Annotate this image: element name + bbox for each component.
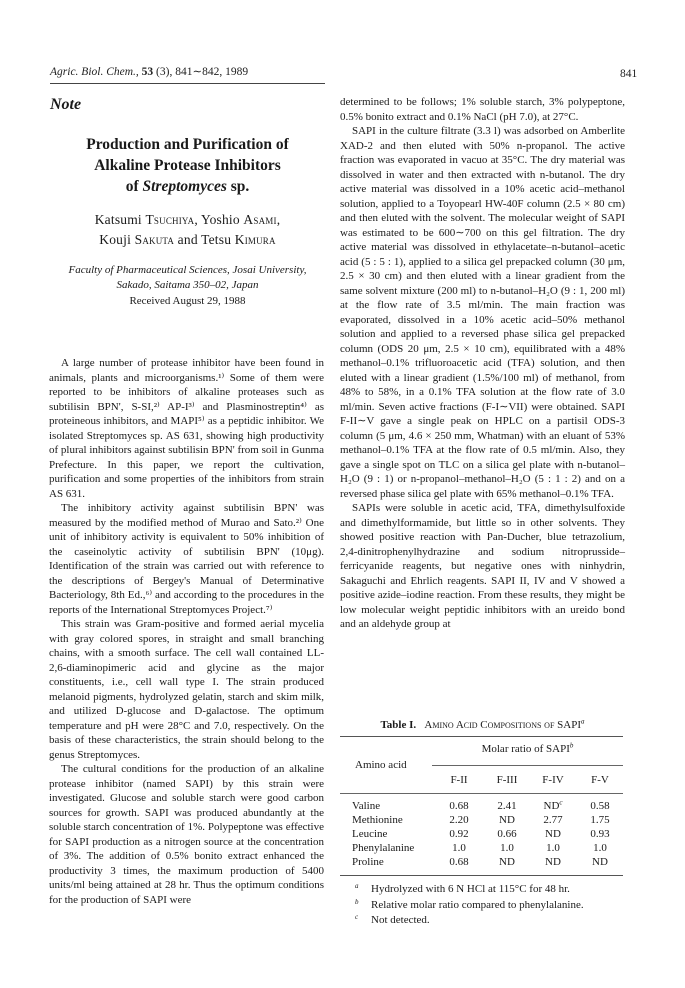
- caption-footnote-mark: a: [581, 717, 585, 726]
- table-column-header: F-II: [450, 774, 468, 786]
- amino-acid-name: Phenylalanine: [352, 842, 415, 854]
- body-paragraph: SAPIs were soluble in acetic acid, TFA, dimethylsulfoxide and dimethylformamide, but little so in other solvents. They showed positive reaction with Pan-Ducher, blue tetrazolium, 2,4-dinitrophenylhydrazine and sodium nitroprusside–ferricyanide reagents, but negative ones with ninhydrin, Sakaguchi and Ehrlich reagents. SAPI II, IV and V showed a positive azide–iodine reaction. From these results, they might be low molecular weight peptidic inhibitors with an ureido bond and an aldehyde group at: [340, 502, 625, 630]
- table-bottom-rule: [340, 875, 623, 876]
- body-paragraph: A large number of protease inhibitor have been found in animals, plants and microorganisms.¹⁾ Some of them were reported to be inhibitors of alkaline proteases such as subtilisin BPN', S-SI,²⁾ AP-I³⁾ and Plasminostreptin⁴⁾ as proteineous inhibitors, and MAPI⁵⁾ as a peptidic inhibitor. We isolated Streptomyces sp. AS 631, showing high productivity of plural inhibitors against subtilisin BPN' from soil in Gunma Prefecture. In this paper, we report the cultivation, purification and some properties of the inhibitors from strain AS 631.: [49, 357, 324, 500]
- table-cell: 1.0: [500, 842, 514, 854]
- table-cell: 0.93: [590, 828, 610, 840]
- table-label: Table I.: [380, 719, 417, 731]
- table-cell: ND: [499, 814, 515, 826]
- body-paragraph: SAPI in the culture filtrate (3.3 l) was adsorbed on Amberlite XAD-2 and then eluted with 50% n-propanol. The active fraction was evaporated in vacuo at 35°C. The dry material was dissolved in water and then extracted with n-butanol. The dry active material was dissolved in a 10% acetic acid–methanol solution, applied to a Toyopearl HW-40F column (2.5 × 80 cm) and then eluted with the solvent. The molecular weight of SAPI was estimated to be 600∼700 on this gel filtration. The dry active material was dissolved in ethylacetate–n-butanol–acetic acid (5 : 5 : 1), applied to a silica gel prepacked column (30 μm, 2.5 × 30 cm) and then eluted with a linear gradient from the same solvent mixture (200 ml) to n-butanol–H₂O (9 : 1, 200 ml) at the flow rate of 3.5 ml/min. The main fraction was evaporated, dissolved in a 10% acetic acid–50% methanol solution and applied to a reversed phase silica gel prepacked column (ODS 20 μm, 2.5 × 10 cm), equilibrated with a 48% methanol–0.1% trifluoroacetic acid (TFA) solution, and then eluted with a linear gradient (1.5%/100 ml) of methanol, from 48% to 58%, in a 0.1% TFA solution at the flow rate of 3.0 ml/min. Seven active fractions (F-I∼VII) were obtained. SAPI F-II∼V gave a single peak on HPLC on a partisil ODS-3 column (5 μm, 4.6 × 250 mm, Whatman) with an eluant of 53% methanol–0.1% TFA at the flow rate of 0.5 ml/min. Also, they gave a single spot on TLC on a silica gel plate with n-butanol–H₂O (9 : 1) or n-propanol–methanol–H₂O (5 : 1 : 2) and on a reversed phase silica gel plate with 65% methanol–0.1% TFA.: [340, 125, 625, 500]
- footnote-text: Relative molar ratio compared to phenylalanine.: [371, 898, 584, 911]
- table-row: [0, 800, 685, 813]
- table-row: [0, 814, 685, 827]
- body-paragraph: The cultural conditions for the production of an alkaline protease inhibitor (named SAPI) by this strain were investigated. Glucose and soluble starch were good carbon sources for growth. SAPI was produced abundantly at the soluble starch concentration of 1%. Polypeptone was effective for SAPI production as a nitrogen source at the concentration of 3%. The addition of 0.5% bonito extract enhanced the productivity 3 times, the maximum production of 5400 units/ml being attained at 28 hr. Thus the optimum conditions for the production of SAPI were: [49, 763, 324, 906]
- author-last-name: Tsuchiya: [145, 212, 195, 227]
- table-cell: 0.58: [590, 800, 610, 812]
- article-type-label: Note: [50, 96, 82, 113]
- page-number: 841: [620, 68, 638, 80]
- group-header-text: Molar ratio of SAPI: [481, 743, 570, 755]
- table-group-rule: [432, 765, 623, 766]
- right-column: [340, 95, 625, 632]
- table-cell: 1.0: [546, 842, 560, 854]
- author-list: [50, 210, 325, 250]
- table-column-header: F-IV: [542, 774, 564, 786]
- table-group-header: [432, 743, 623, 755]
- footnote-text: Not detected.: [371, 914, 430, 926]
- title-of: of: [125, 178, 143, 195]
- amino-acid-name: Proline: [352, 856, 384, 868]
- author-last-name: Asami: [243, 212, 277, 227]
- body-paragraph: This strain was Gram-positive and formed aerial mycelia with gray colored spores, in straight and small branching chains, with a smooth surface. The cell wall contained LL-2,6-diaminopimeric acid and glycine as the major constituents, i.e., cell wall type I. The strain produced melanoid pigments, hydrolyzed gelatin, starch and skim milk, and utilized D-glucose and D-galactose. The optimum temperature and pH were 28°C and 7.0, respectively. On the basis of these characteristics, the strain should belong to the genus Streptomyces.: [49, 618, 324, 761]
- table-cell: 2.77: [543, 814, 563, 826]
- author-first-name: Katsumi: [94, 212, 142, 227]
- body-paragraph: The inhibitory activity against subtilisin BPN' was measured by the modified method of Murao and Sato.²⁾ One unit of inhibitory activity is equivalent to 50% inhibition of the caseinolytic activity of subtilisin BPN' (10μg). Identification of the strain was carried out with reference to the descriptions of Bergey's Manual of Determinative Bacteriology, 8th Ed.,⁶⁾ and according to the procedures in the reports of the International Streptomyces Project.⁷⁾: [49, 502, 324, 616]
- author-separator: ,: [194, 212, 198, 227]
- footnote-mark: a: [355, 882, 359, 890]
- table-column-header: F-V: [591, 774, 609, 786]
- journal-name: Agric. Biol. Chem.,: [50, 66, 139, 78]
- title-genus: Streptomyces: [142, 178, 227, 195]
- table-footnotes: [355, 882, 584, 929]
- journal-issue-pages: (3), 841∼842, 1989: [153, 66, 249, 78]
- author-last-name: Sakuta: [134, 232, 175, 247]
- table-cell: ND: [545, 828, 561, 840]
- table-row-header: Amino acid: [355, 759, 407, 771]
- article-title: [50, 134, 325, 197]
- table-cell: ND: [592, 856, 608, 868]
- received-date: Received August 29, 1988: [129, 295, 246, 307]
- amino-acid-name: Leucine: [352, 828, 388, 840]
- table-cell: ND: [499, 856, 515, 868]
- table-cell: 0.68: [449, 800, 469, 812]
- title-line-2: Alkaline Protease Inhibitors: [94, 157, 281, 174]
- table-cell: 2.41: [497, 800, 517, 812]
- author-separator: ,: [276, 212, 281, 227]
- title-sp: sp.: [226, 178, 250, 195]
- affiliation-line-2: Sakado, Saitama 350–02, Japan: [116, 279, 259, 291]
- table-cell: 1.0: [452, 842, 466, 854]
- body-paragraph: determined to be follows; 1% soluble starch, 3% polypeptone, 0.5% bonito extract and 0.1% NaCl (pH 7.0), at 27°C.: [340, 96, 625, 123]
- footnote-mark: c: [355, 913, 359, 921]
- author-and: and: [174, 232, 202, 247]
- table-caption: [340, 719, 625, 731]
- table-footnote: [355, 898, 584, 914]
- table-row: [0, 842, 685, 855]
- author-last-name: Kimura: [234, 232, 276, 247]
- author-first-name: Tetsu: [201, 232, 232, 247]
- group-header-mark: b: [569, 741, 574, 750]
- table-title: Amino Acid Compositions of SAPI: [424, 719, 581, 731]
- table-cell: 2.20: [449, 814, 469, 826]
- title-line-1: Production and Purification of: [86, 136, 289, 153]
- table-cell: 0.92: [449, 828, 469, 840]
- affiliation: [50, 263, 325, 293]
- table-column-header: F-III: [496, 774, 518, 786]
- footnote-text: Hydrolyzed with 6 N HCl at 115°C for 48 hr.: [371, 883, 570, 895]
- table-cell: 1.75: [590, 814, 610, 826]
- table-cell: [530, 800, 576, 812]
- table-cell: 0.66: [497, 828, 517, 840]
- affiliation-line-1: Faculty of Pharmaceutical Sciences, Josai University,: [68, 264, 307, 276]
- amino-acid-name: Methionine: [352, 814, 403, 826]
- table-cell: ND: [545, 856, 561, 868]
- journal-volume: 53: [141, 66, 154, 78]
- cell-value: ND: [543, 800, 560, 812]
- table-footnote: [355, 913, 584, 929]
- table-row: [0, 828, 685, 841]
- running-head: [50, 64, 325, 84]
- author-first-name: Yoshio: [200, 212, 240, 227]
- table-cell: 1.0: [593, 842, 607, 854]
- table-row: [0, 856, 685, 869]
- table-top-rule: [340, 736, 623, 737]
- table-footnote: [355, 882, 584, 898]
- author-first-name: Kouji: [99, 232, 132, 247]
- title-line-3: [50, 176, 325, 197]
- amino-acid-name: Valine: [352, 800, 381, 812]
- footnote-mark: b: [355, 897, 359, 906]
- table-cell: 0.68: [449, 856, 469, 868]
- cell-footnote-mark: c: [559, 798, 563, 807]
- table-header-rule: [340, 793, 623, 794]
